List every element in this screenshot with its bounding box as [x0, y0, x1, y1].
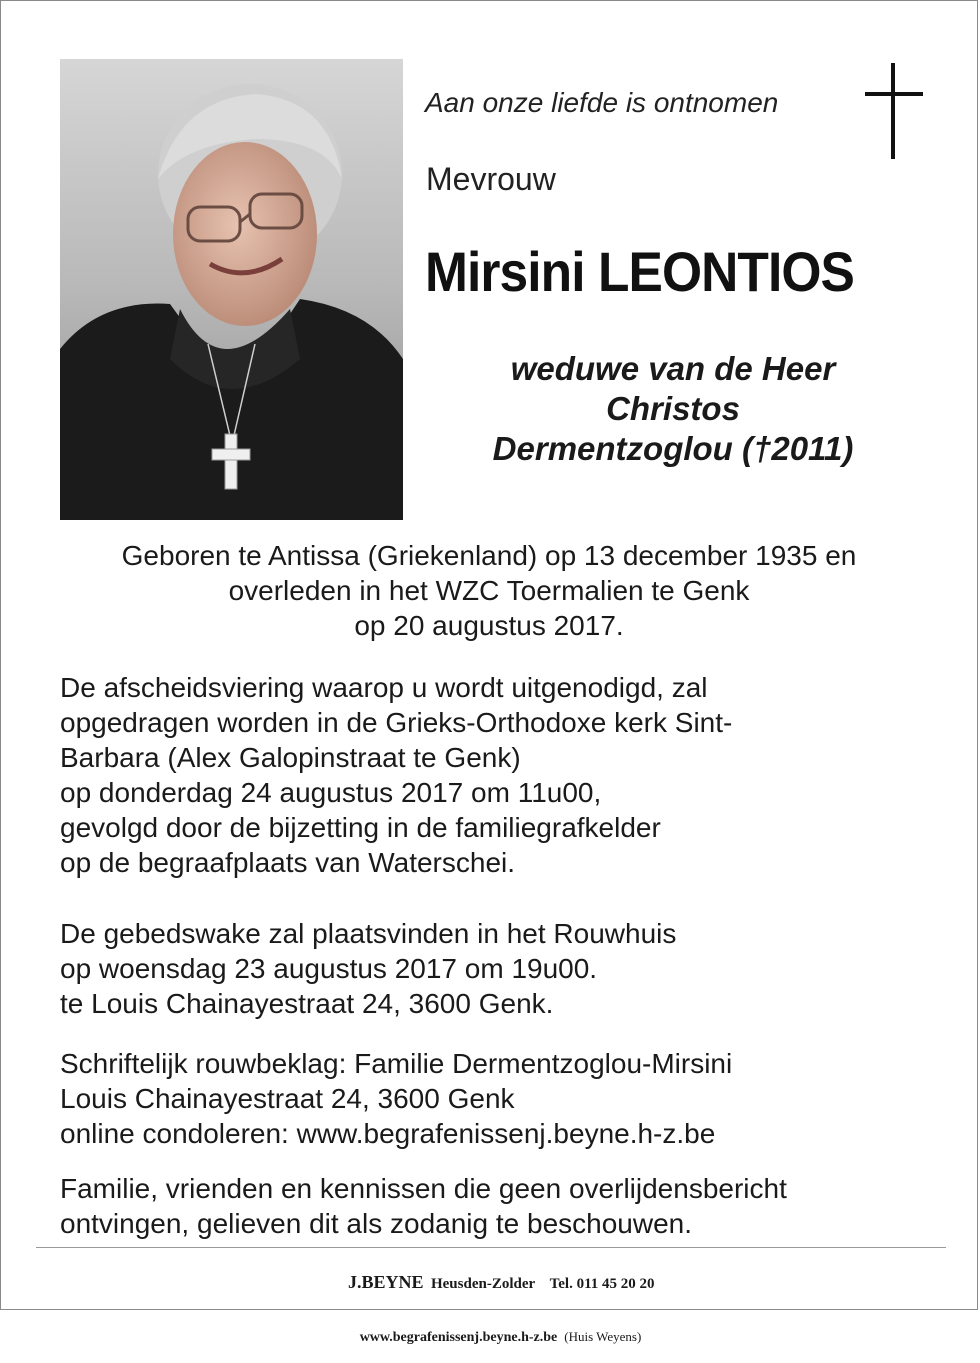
- ceremony-line: De afscheidsviering waarop u wordt uitgenodigd, zal: [60, 672, 708, 703]
- ceremony-line: Barbara (Alex Galopinstraat te Genk): [60, 742, 521, 773]
- condolence-line: Schriftelijk rouwbeklag: Familie Dermentzoglou-Mirsini: [60, 1048, 733, 1079]
- funeral-home-website[interactable]: www.begrafenissenj.beyne.h-z.be: [359, 1330, 558, 1345]
- wake-info: [60, 916, 940, 1021]
- born-line: overleden in het WZC Toermalien te Genk: [228, 575, 750, 606]
- funeral-home-sub: (Huis Weyens): [564, 1329, 642, 1344]
- condolence-line: Louis Chainayestraat 24, 3600 Genk: [60, 1083, 515, 1114]
- condolence-line: online condoleren: www.begrafenissenj.beyne.h-z.be: [60, 1118, 716, 1149]
- salutation: Mevrouw: [426, 161, 556, 197]
- birth-death-info: [41, 538, 937, 643]
- widow-of: [421, 349, 925, 469]
- born-line: op 20 augustus 2017.: [354, 610, 624, 641]
- ceremony-line: op donderdag 24 augustus 2017 om 11u00,: [60, 777, 602, 808]
- funeral-home-location: Heusden-Zolder: [430, 1276, 535, 1292]
- portrait-photo: [60, 59, 403, 520]
- footer-divider: [36, 1247, 946, 1248]
- deceased-name: Mirsini LEONTIOS: [425, 240, 854, 303]
- ceremony-line: opgedragen worden in de Grieks-Orthodoxe kerk Sint-: [60, 707, 733, 738]
- closing-line: ontvingen, gelieven dit als zodanig te beschouwen.: [60, 1208, 692, 1239]
- cross-icon: [865, 63, 923, 159]
- ceremony-line: gevolgd door de bijzetting in de familiegrafkelder: [60, 812, 661, 843]
- closing-note: [60, 1171, 940, 1241]
- funeral-home-footer: [1, 1255, 979, 1363]
- wake-line: De gebedswake zal plaatsvinden in het Rouwhuis: [60, 918, 677, 949]
- widow-line: weduwe van de Heer: [510, 350, 836, 387]
- closing-line: Familie, vrienden en kennissen die geen overlijdensbericht: [60, 1173, 787, 1204]
- funeral-home-brand: J.BEYNE: [347, 1272, 424, 1292]
- wake-line: op woensdag 23 augustus 2017 om 19u00.: [60, 953, 598, 984]
- ceremony-info: [60, 670, 940, 880]
- widow-line: Dermentzoglou (†2011): [492, 430, 854, 467]
- born-line: Geboren te Antissa (Griekenland) op 13 december 1935 en: [121, 540, 857, 571]
- intro-text: Aan onze liefde is ontnomen: [425, 87, 779, 118]
- condolence-info: [60, 1046, 940, 1151]
- widow-line: Christos: [606, 390, 740, 427]
- funeral-home-phone: Tel. 011 45 20 20: [549, 1276, 655, 1292]
- ceremony-line: op de begraafplaats van Waterschei.: [60, 847, 516, 878]
- wake-line: te Louis Chainayestraat 24, 3600 Genk.: [60, 988, 554, 1019]
